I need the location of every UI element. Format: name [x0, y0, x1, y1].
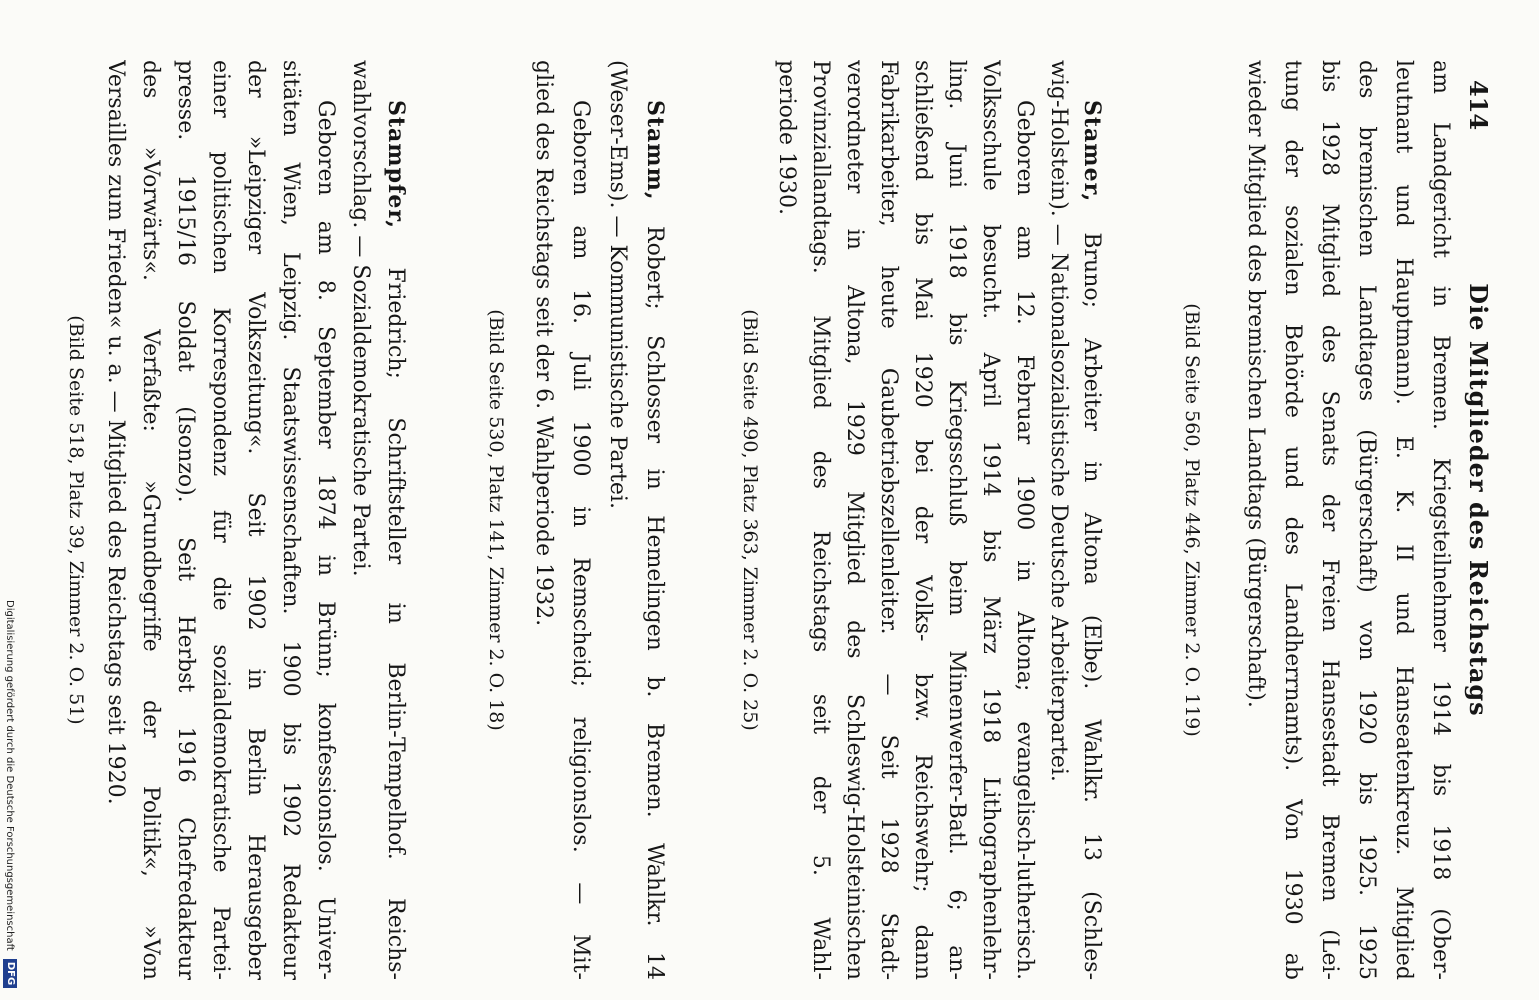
text-line: am Landgericht in Bremen. Kriegsteilnehmer 1914 bis 1918 (Ober-	[1428, 60, 1453, 980]
entry-heading-rest: Bruno; Arbeiter in Altona (Elbe). Wahlkr. 13 (Schles-	[1079, 202, 1104, 980]
page-title: Die Mitglieder des Reichstags	[1464, 283, 1493, 717]
entry-stampfer	[98, 60, 413, 980]
entry-stamm	[525, 60, 673, 980]
text-line: Geboren am 8. September 1874 in Brünn; konfessionslos. Univer-	[313, 100, 338, 980]
text-line: verordneter in Altona, 1929 Mitglied des Schleswig-Holsteinischen	[842, 60, 867, 980]
text-line: wig-Holstein). — Nationalsozialistische Deutsche Arbeiterpartei.	[1046, 60, 1071, 782]
page-number: 414	[1464, 80, 1493, 131]
text-line: Geboren am 16. Juli 1900 in Remscheid; religionslos. — Mit-	[568, 100, 593, 980]
entry-heading-line	[378, 60, 413, 980]
entry-heading-line	[636, 60, 673, 980]
entry-name: Stamer,	[1079, 100, 1105, 203]
entry-heading-rest: Robert; Schlosser in Hemelingen b. Bremen. Wahlkr. 14	[642, 200, 667, 980]
funding-note: Digitalisierung gefördert durch die Deutsche Forschungsgemeinschaft	[4, 600, 15, 951]
text-line: der »Leipziger Volkszeitung«. Seit 1902 in Berlin Herausgeber	[243, 60, 268, 980]
text-line: bis 1928 Mitglied des Senats der Freien Hansestadt Bremen (Lei-	[1317, 60, 1342, 980]
photo-reference: (Bild Seite 530, Platz 141, Zimmer 2. O. 18)	[485, 309, 507, 731]
page-header	[1457, 0, 1493, 1000]
text-line: tung der sozialen Behörde und des Landherrnamts). Von 1930 ab	[1280, 60, 1305, 980]
entry-stamer	[769, 60, 1109, 980]
text-line: ling. Juni 1918 bis Kriegsschluß beim Minenwerfer-Batl. 6; an-	[944, 60, 969, 980]
photo-reference: (Bild Seite 560, Platz 446, Zimmer 2. O. 119)	[1181, 303, 1203, 737]
text-line: glied des Reichstags seit der 6. Wahlperiode 1932.	[531, 60, 556, 627]
entry-name: Stamm,	[642, 100, 668, 201]
text-line: wahlvorschlag. — Sozialdemokratische Partei.	[348, 60, 373, 577]
entry-name: Stampfer,	[383, 100, 409, 230]
photo-reference: (Bild Seite 490, Platz 363, Zimmer 2. O. 25)	[739, 309, 761, 731]
continuation-paragraph	[1237, 60, 1459, 980]
text-line: presse. 1915/16 Soldat (Isonzo). Seit Herbst 1916 Chefredakteur	[173, 60, 198, 980]
text-line: Geboren am 12. Februar 1900 in Altona; evangelisch-lutherisch.	[1012, 100, 1037, 980]
photo-reference: (Bild Seite 518, Platz 39, Zimmer 2. O. 51)	[65, 315, 87, 725]
text-line: Volksschule besucht. April 1914 bis März 1918 Lithographenlehr-	[978, 60, 1003, 980]
text-line: schließend bis Mai 1920 bei der Volks- bzw. Reichswehr; dann	[910, 60, 935, 980]
text-line: Versailles zum Frieden« u. a. — Mitglied des Reichstags seit 1920.	[103, 60, 128, 805]
entry-heading-rest: Friedrich; Schriftsteller in Berlin-Tempelhof. Reichs-	[383, 229, 408, 980]
digitization-note	[1, 600, 17, 988]
text-line: des »Vorwärts«. Verfaßte: »Grundbegriffe der Politik«, »Von	[138, 60, 163, 980]
text-line: periode 1930.	[774, 60, 799, 215]
text-line: Provinziallandtags. Mitglied des Reichstags seit der 5. Wahl-	[808, 60, 833, 980]
text-line: des bremischen Landtages (Bürgerschaft) von 1920 bis 1925. 1925	[1354, 60, 1379, 980]
text-line: leutnant und Hauptmann). E. K. II und Hanseatenkreuz. Mitglied	[1391, 60, 1416, 980]
text-line: sitäten Wien, Leipzig. Staatswissenschaften. 1900 bis 1902 Redakteur	[278, 60, 303, 980]
text-line: einer politischen Korrespondenz für die sozialdemokratische Partei-	[208, 60, 233, 980]
text-line: Fabrikarbeiter, heute Gaubetriebszellenleiter. — Seit 1928 Stadt-	[876, 60, 901, 980]
dfg-logo-icon: DFG	[3, 959, 17, 988]
entry-heading-line	[1075, 60, 1109, 980]
text-line: (Weser-Ems). — Kommunistische Partei.	[605, 60, 630, 509]
text-line: wieder Mitglied des bremischen Landtags (Bürgerschaft).	[1243, 60, 1268, 708]
